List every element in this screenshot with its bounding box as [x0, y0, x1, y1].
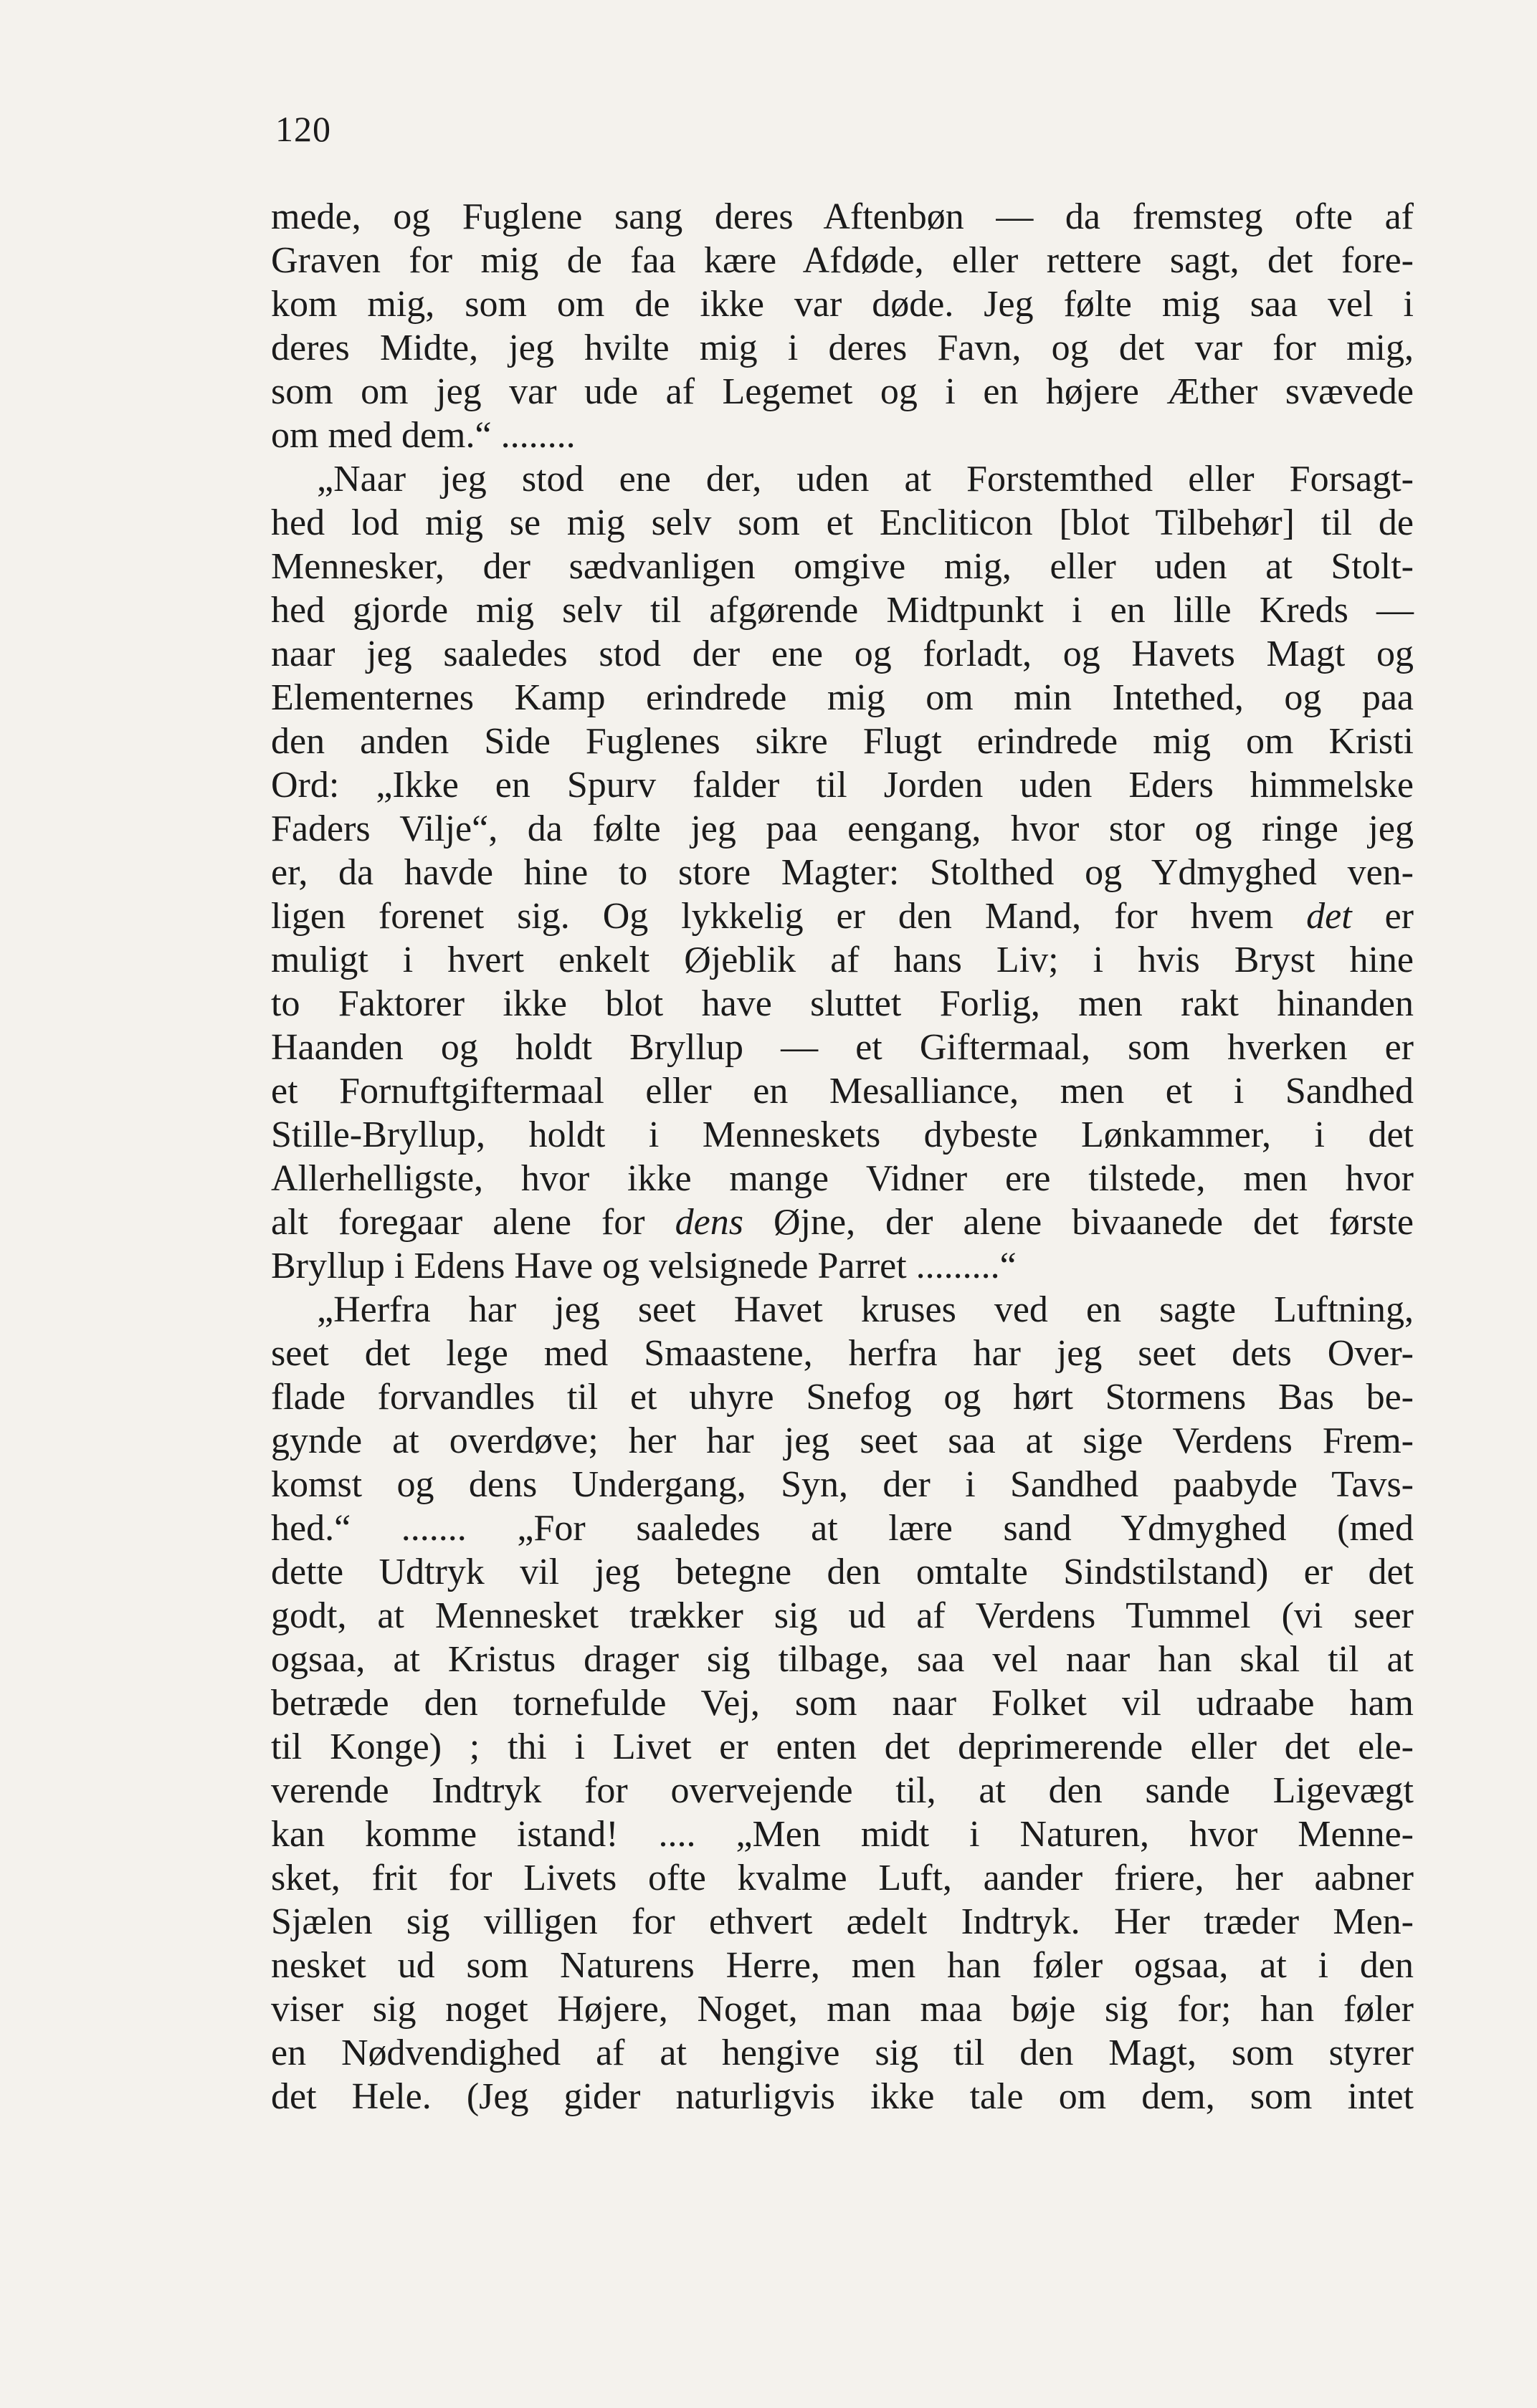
- text-line: kan komme istand! .... „Men midt i Naturen, hvor Menne-: [271, 1814, 1414, 1855]
- text-line: om med dem.“ ........: [271, 415, 576, 456]
- text-line: gynde at overdøve; her har jeg seet saa at sige Verdens Frem-: [271, 1420, 1414, 1461]
- text-line: Sjælen sig villigen for ethvert ædelt Indtryk. Her træder Men-: [271, 1901, 1414, 1942]
- text-line: muligt i hvert enkelt Øjeblik af hans Liv; i hvis Bryst hine: [271, 940, 1414, 980]
- text-line: kom mig, som om de ikke var døde. Jeg følte mig saa vel i: [271, 284, 1414, 325]
- text-line: Bryllup i Edens Have og velsignede Parret .........“: [271, 1246, 1017, 1286]
- text-line: hed lod mig se mig selv som et Encliticon [blot Tilbehør] til de: [271, 502, 1414, 543]
- italic-emphasis: det: [1306, 896, 1352, 937]
- text-line: ligen forenet sig. Og lykkelig er den Mand, for hvem det er: [271, 896, 1414, 937]
- text-line: deres Midte, jeg hvilte mig i deres Favn, og det var for mig,: [271, 328, 1414, 368]
- text-line: til Konge) ; thi i Livet er enten det deprimerende eller det ele-: [271, 1726, 1414, 1767]
- text-line: Faders Vilje“, da følte jeg paa eengang, hvor stor og ringe jeg: [271, 808, 1414, 849]
- text-line: mede, og Fuglene sang deres Aftenbøn — da fremsteg ofte af: [271, 196, 1414, 237]
- text-line: betræde den tornefulde Vej, som naar Folket vil udraabe ham: [271, 1683, 1414, 1724]
- body-text: [271, 195, 1414, 2118]
- text-line: er, da havde hine to store Magter: Stolthed og Ydmyghed ven-: [271, 852, 1414, 893]
- text-line: to Faktorer ikke blot have sluttet Forlig, men rakt hinanden: [271, 983, 1414, 1024]
- text-line: verende Indtryk for overvejende til, at den sande Ligevægt: [271, 1770, 1414, 1811]
- text-line: en Nødvendighed af at hengive sig til den Magt, som styrer: [271, 2032, 1414, 2073]
- text-line: Haanden og holdt Bryllup — et Giftermaal, som hverken er: [271, 1027, 1414, 1068]
- text-line: sket, frit for Livets ofte kvalme Luft, aander friere, her aabner: [271, 1858, 1414, 1898]
- text-line: naar jeg saaledes stod der ene og forladt, og Havets Magt og: [271, 634, 1414, 674]
- italic-emphasis: dens: [675, 1202, 743, 1243]
- text-line: seet det lege med Smaastene, herfra har jeg seet dets Over-: [271, 1333, 1414, 1374]
- text-line: et Fornuftgiftermaal eller en Mesalliance, men et i Sandhed: [271, 1071, 1414, 1112]
- text-line: hed gjorde mig selv til afgørende Midtpunkt i en lille Kreds —: [271, 590, 1414, 631]
- text-line: Allerhelligste, hvor ikke mange Vidner ere tilstede, men hvor: [271, 1158, 1414, 1199]
- text-line: dette Udtryk vil jeg betegne den omtalte Sindstilstand) er det: [271, 1552, 1414, 1592]
- text-line: Graven for mig de faa kære Afdøde, eller rettere sagt, det fore-: [271, 240, 1414, 281]
- text-line: Ord: „Ikke en Spurv falder til Jorden uden Eders himmelske: [271, 765, 1414, 806]
- text-line: alt foregaar alene for dens Øjne, der alene bivaanede det første: [271, 1202, 1414, 1243]
- text-line: godt, at Mennesket trækker sig ud af Verdens Tummel (vi seer: [271, 1595, 1414, 1636]
- page-number: 120: [275, 109, 331, 149]
- text-line: komst og dens Undergang, Syn, der i Sandhed paabyde Tavs-: [271, 1464, 1414, 1505]
- text-line: den anden Side Fuglenes sikre Flugt erindrede mig om Kristi: [271, 721, 1414, 762]
- text-line: „Herfra har jeg seet Havet kruses ved en sagte Luftning,: [317, 1289, 1414, 1330]
- text-line: viser sig noget Højere, Noget, man maa bøje sig for; han føler: [271, 1989, 1414, 2030]
- text-line: „Naar jeg stod ene der, uden at Forstemthed eller Forsagt-: [317, 459, 1414, 500]
- text-line: Stille-Bryllup, holdt i Menneskets dybeste Lønkammer, i det: [271, 1114, 1414, 1155]
- text-line: Elementernes Kamp erindrede mig om min Intethed, og paa: [271, 677, 1414, 718]
- text-line: nesket ud som Naturens Herre, men han føler ogsaa, at i den: [271, 1945, 1414, 1986]
- text-line: det Hele. (Jeg gider naturligvis ikke tale om dem, som intet: [271, 2076, 1414, 2117]
- text-line: Mennesker, der sædvanligen omgive mig, eller uden at Stolt-: [271, 546, 1414, 587]
- text-line: ogsaa, at Kristus drager sig tilbage, saa vel naar han skal til at: [271, 1639, 1414, 1680]
- text-line: som om jeg var ude af Legemet og i en højere Æther svævede: [271, 371, 1414, 412]
- text-line: flade forvandles til et uhyre Snefog og hørt Stormens Bas be-: [271, 1377, 1414, 1418]
- text-line: hed.“ ....... „For saaledes at lære sand Ydmyghed (med: [271, 1508, 1414, 1549]
